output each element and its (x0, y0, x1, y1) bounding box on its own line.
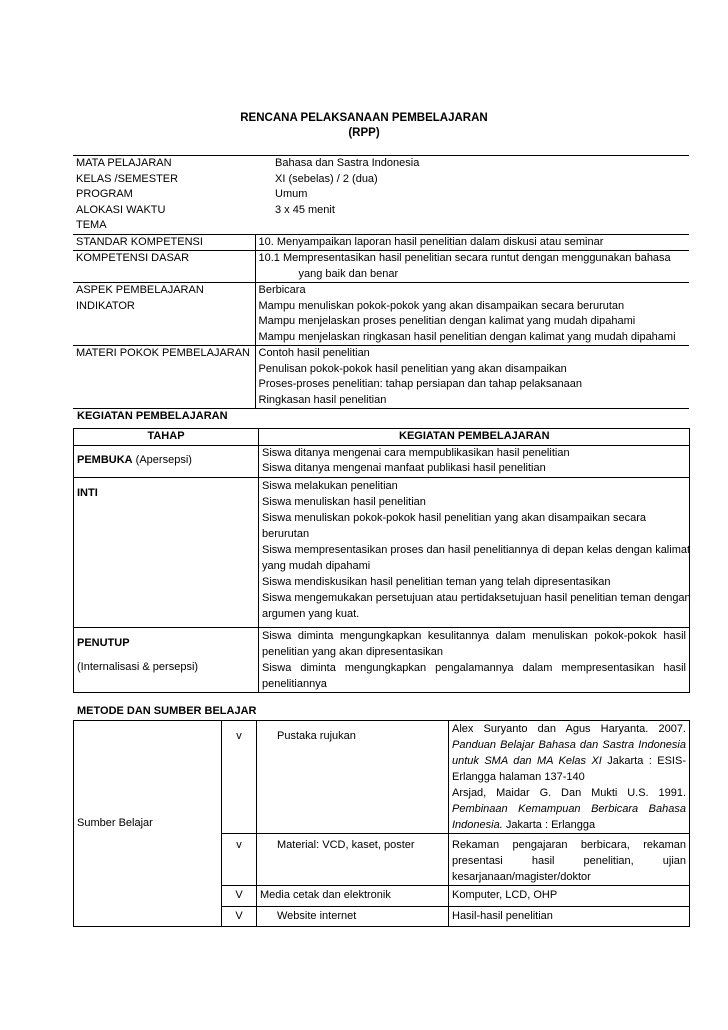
inti-item: argumen yang kuat. (262, 607, 360, 620)
inti-item: Siswa mendiskusikan hasil penelitian teman yang telah dipresentasikan (262, 575, 611, 588)
indikator-item: Mampu menjelaskan proses penelitian dengan kalimat yang mudah dipahami (258, 315, 636, 327)
label-pembuka: PEMBUKA (Apersepsi) (74, 445, 259, 477)
value-indikator (255, 299, 689, 346)
row-standar (73, 234, 689, 251)
label-alokasi: ALOKASI WAKTU (76, 203, 166, 216)
value-mata-pelajaran: Bahasa dan Sastra Indonesia (255, 156, 689, 172)
value-materi (255, 346, 689, 409)
desc-pustaka (449, 721, 690, 834)
inti-item: yang mudah dipahami (262, 559, 371, 572)
value-tema (255, 218, 689, 234)
kegiatan-table (73, 428, 690, 693)
desc-media: Komputer, LCD, OHP (449, 886, 690, 907)
inti-item: Siswa menuliskan hasil penelitian (262, 495, 426, 508)
value-standar: 10. Menyampaikan laporan hasil penelitian dalam diskusi atau seminar (255, 234, 689, 251)
value-alokasi: 3 x 45 menit (275, 203, 335, 216)
value-program: Umum (275, 188, 308, 200)
row-pustaka (74, 721, 690, 834)
type-website: Website internet (257, 906, 449, 927)
row-tema (73, 218, 689, 234)
row-alokasi (73, 203, 689, 219)
kompetensi-line-2: yang baik dan benar (298, 267, 399, 280)
sumber-label: Sumber Belajar (74, 721, 222, 927)
materi-item: Proses-proses penelitian: tahap persiapan dan tahap pelaksanaan (258, 378, 583, 390)
label-kelas: KELAS /SEMESTER (76, 172, 179, 185)
kegiatan-header-row (74, 429, 690, 446)
info-table (73, 155, 689, 409)
value-pembuka (259, 445, 690, 477)
materi-item: Ringkasan hasil penelitian (258, 393, 387, 406)
row-pembuka (74, 445, 690, 477)
penutup-item: Siswa diminta mengungkapkan pengalamannya dalam mempresentasikan hasil penelitiannya (262, 661, 686, 690)
type-material: Material: VCD, kaset, poster (257, 834, 449, 886)
header-tahap: TAHAP (74, 429, 259, 446)
label-kompetensi: KOMPETENSI DASAR (73, 251, 255, 283)
penutup-item: Siswa diminta mengungkapkan kesulitannya dalam menuliskan pokok-pokok hasil penelitian yang akan dipresentasikan (262, 629, 686, 658)
indikator-item: Mampu menjelaskan ringkasan hasil penelitian dengan kalimat yang mudah dipahami (258, 330, 676, 343)
inti-item: Siswa mempresentasikan proses dan hasil penelitiannya di depan kelas dengan kalimat (262, 543, 691, 556)
inti-item: berurutan (262, 527, 310, 540)
kompetensi-line-1: 10.1 Mempresentasikan hasil penelitian secara runtut dengan menggunakan bahasa (258, 252, 671, 264)
penutup-title: PENUTUP (77, 636, 130, 649)
value-aspek: Berbicara (255, 283, 689, 299)
row-kelas (73, 172, 689, 188)
header-kegiatan: KEGIATAN PEMBELAJARAN (259, 429, 690, 446)
row-materi (73, 346, 689, 409)
pustaka-ref-2: Arsjad, Maidar G. Dan Mukti U.S. 1991. Pembinaan Kemampuan Berbicara Bahasa Indonesia. Jakarta : Erlangga (452, 787, 686, 831)
document-title: RENCANA PELAKSANAAN PEMBELAJARAN (240, 112, 488, 124)
value-penutup (259, 627, 690, 692)
pembuka-item: Siswa ditanya mengenai manfaat publikasi hasil penelitian (262, 462, 546, 474)
metode-heading: METODE DAN SUMBER BELAJAR (77, 705, 257, 717)
check-pustaka: v (222, 721, 257, 834)
row-indikator (73, 299, 689, 346)
label-penutup (74, 627, 259, 692)
inti-item: Siswa melakukan penelitian (262, 479, 398, 492)
kegiatan-heading: KEGIATAN PEMBELAJARAN (77, 410, 228, 422)
inti-item: Siswa menuliskan pokok-pokok hasil penelitian yang akan disampaikan secara (262, 511, 646, 524)
desc-material: Rekaman pengajaran berbicara, rekaman presentasi hasil penelitian, ujian kesarjanaan/magister/doktor (449, 834, 690, 886)
penutup-sublabel: (Internalisasi & persepsi) (77, 661, 199, 673)
check-material: v (222, 834, 257, 886)
document-subtitle: (RPP) (348, 127, 380, 139)
metode-table (73, 720, 690, 927)
label-indikator: INDIKATOR (76, 299, 135, 312)
inti-item: Siswa mengemukakan persetujuan atau pertidaksetujuan hasil penelitian teman dengan (262, 591, 691, 604)
desc-website: Hasil-hasil penelitian (449, 906, 690, 927)
row-mata-pelajaran (73, 156, 689, 172)
materi-item: Contoh hasil penelitian (258, 347, 370, 359)
type-pustaka: Pustaka rujukan (257, 721, 449, 834)
pembuka-item: Siswa ditanya mengenai cara mempublikasikan hasil penelitian (262, 446, 570, 459)
pustaka-ref-1: Alex Suryanto dan Agus Haryanta. 2007. Panduan Belajar Bahasa dan Sastra Indonesia untuk SMA dan MA Kelas XI Jakarta : ESIS-Erlangga halaman 137-140 (452, 723, 686, 783)
row-kompetensi (73, 251, 689, 283)
row-aspek (73, 283, 689, 299)
row-penutup (74, 627, 690, 692)
row-inti (74, 477, 690, 627)
label-materi: MATERI POKOK PEMBELAJARAN (73, 346, 255, 409)
value-kelas: XI (sebelas) / 2 (dua) (275, 172, 378, 185)
label-mata-pelajaran: MATA PELAJARAN (73, 156, 255, 172)
check-media: V (222, 886, 257, 907)
row-program (73, 187, 689, 203)
value-kompetensi (255, 251, 689, 283)
check-website: V (222, 906, 257, 927)
label-aspek: ASPEK PEMBELAJARAN (73, 283, 255, 299)
materi-item: Penulisan pokok-pokok hasil penelitian yang akan disampaikan (258, 362, 567, 375)
value-inti (259, 477, 690, 627)
label-tema: TEMA (76, 219, 107, 231)
indikator-item: Mampu menuliskan pokok-pokok yang akan disampaikan secara berurutan (258, 299, 625, 312)
label-inti: INTI (74, 477, 259, 627)
type-media: Media cetak dan elektronik (257, 886, 449, 907)
label-program: PROGRAM (76, 188, 133, 200)
label-standar: STANDAR KOMPETENSI (73, 234, 255, 251)
